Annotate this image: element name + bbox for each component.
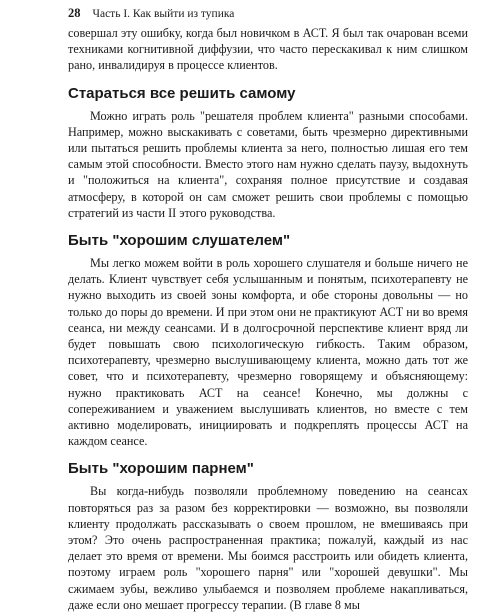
section-paragraph-good-guy: Вы когда-нибудь позволяли проблемному поведению на сеансах повторяться раз за разом без корректировки — возможно, вы позволяли клиенту продолжать рассказывать о своем прошлом, не вмешиваясь при этом? Это очень распространенная практика; пожалуй, каждый из нас делает это время от времени. Мы боимся расстроить или обидеть клиента, поэтому играем роль "хорошего парня" или "хорошей девушки". Мы сжимаем зубы, вежливо улыбаемся и позволяем проблеме накапливаться, даже если оно мешает прогрессу терапии. (В главе 8 мы: [68, 484, 468, 612]
section-paragraph-good-listener: Мы легко можем войти в роль хорошего слушателя и больше ничего не делать. Клиент чувствует себя услышанным и понятым, психотерапевту не нужно выходить из своей зоны комфорта, и обе стороны довольны — но только до поры до времени. И при этом они не практикуют АСТ ни во время сеанса, ни между сеансами. И в долгосрочной перспективе клиент вряд ли будет повышать свою психологическую гибкость. Таким образом, психотерапевту, чрезмерно выслушивающему клиента, можно дать тот же совет, что и психотерапевту, чрезмерно говорящему и объясняющему: нужно практиковать АСТ на сеансе! Конечно, мы должны с сопереживанием и уважением выслушивать клиентов, но вместе с тем активно моделировать, инициировать и подкреплять процессы АСТ на каждом сеансе.: [68, 256, 468, 449]
continued-paragraph: совершал эту ошибку, когда был новичком в АСТ. Я был так очарован всеми техниками когнитивной диффузии, что часто перескакивал к ним слишком рано, инвалидируя в процессе клиентов.: [68, 26, 468, 73]
chapter-title: Часть I. Как выйти из тупика: [92, 8, 235, 20]
section-heading-good-listener: Быть "хорошим слушателем": [68, 232, 291, 250]
section-heading-solve-everything: Стараться все решить самому: [68, 84, 296, 102]
section-heading-good-guy: Быть "хорошим парнем": [68, 460, 254, 478]
section-paragraph-solve-everything: Можно играть роль "решателя проблем клиента" разными способами. Например, можно выскакивать с советами, быть чрезмерно директивными или пытаться решить проблемы клиента за него, полностью лишая его тем самым этой способности. Вместо этого нам нужно сделать паузу, выдохнуть и "положиться на клиента", сохраняя полное присутствие и создавая атмосферу, в которой он сам сможет решить свои проблемы с помощью стратегий из части II этого руководства.: [68, 108, 468, 220]
running-head: [68, 6, 468, 24]
page-number: 28: [68, 6, 81, 20]
book-page: [68, 6, 468, 613]
